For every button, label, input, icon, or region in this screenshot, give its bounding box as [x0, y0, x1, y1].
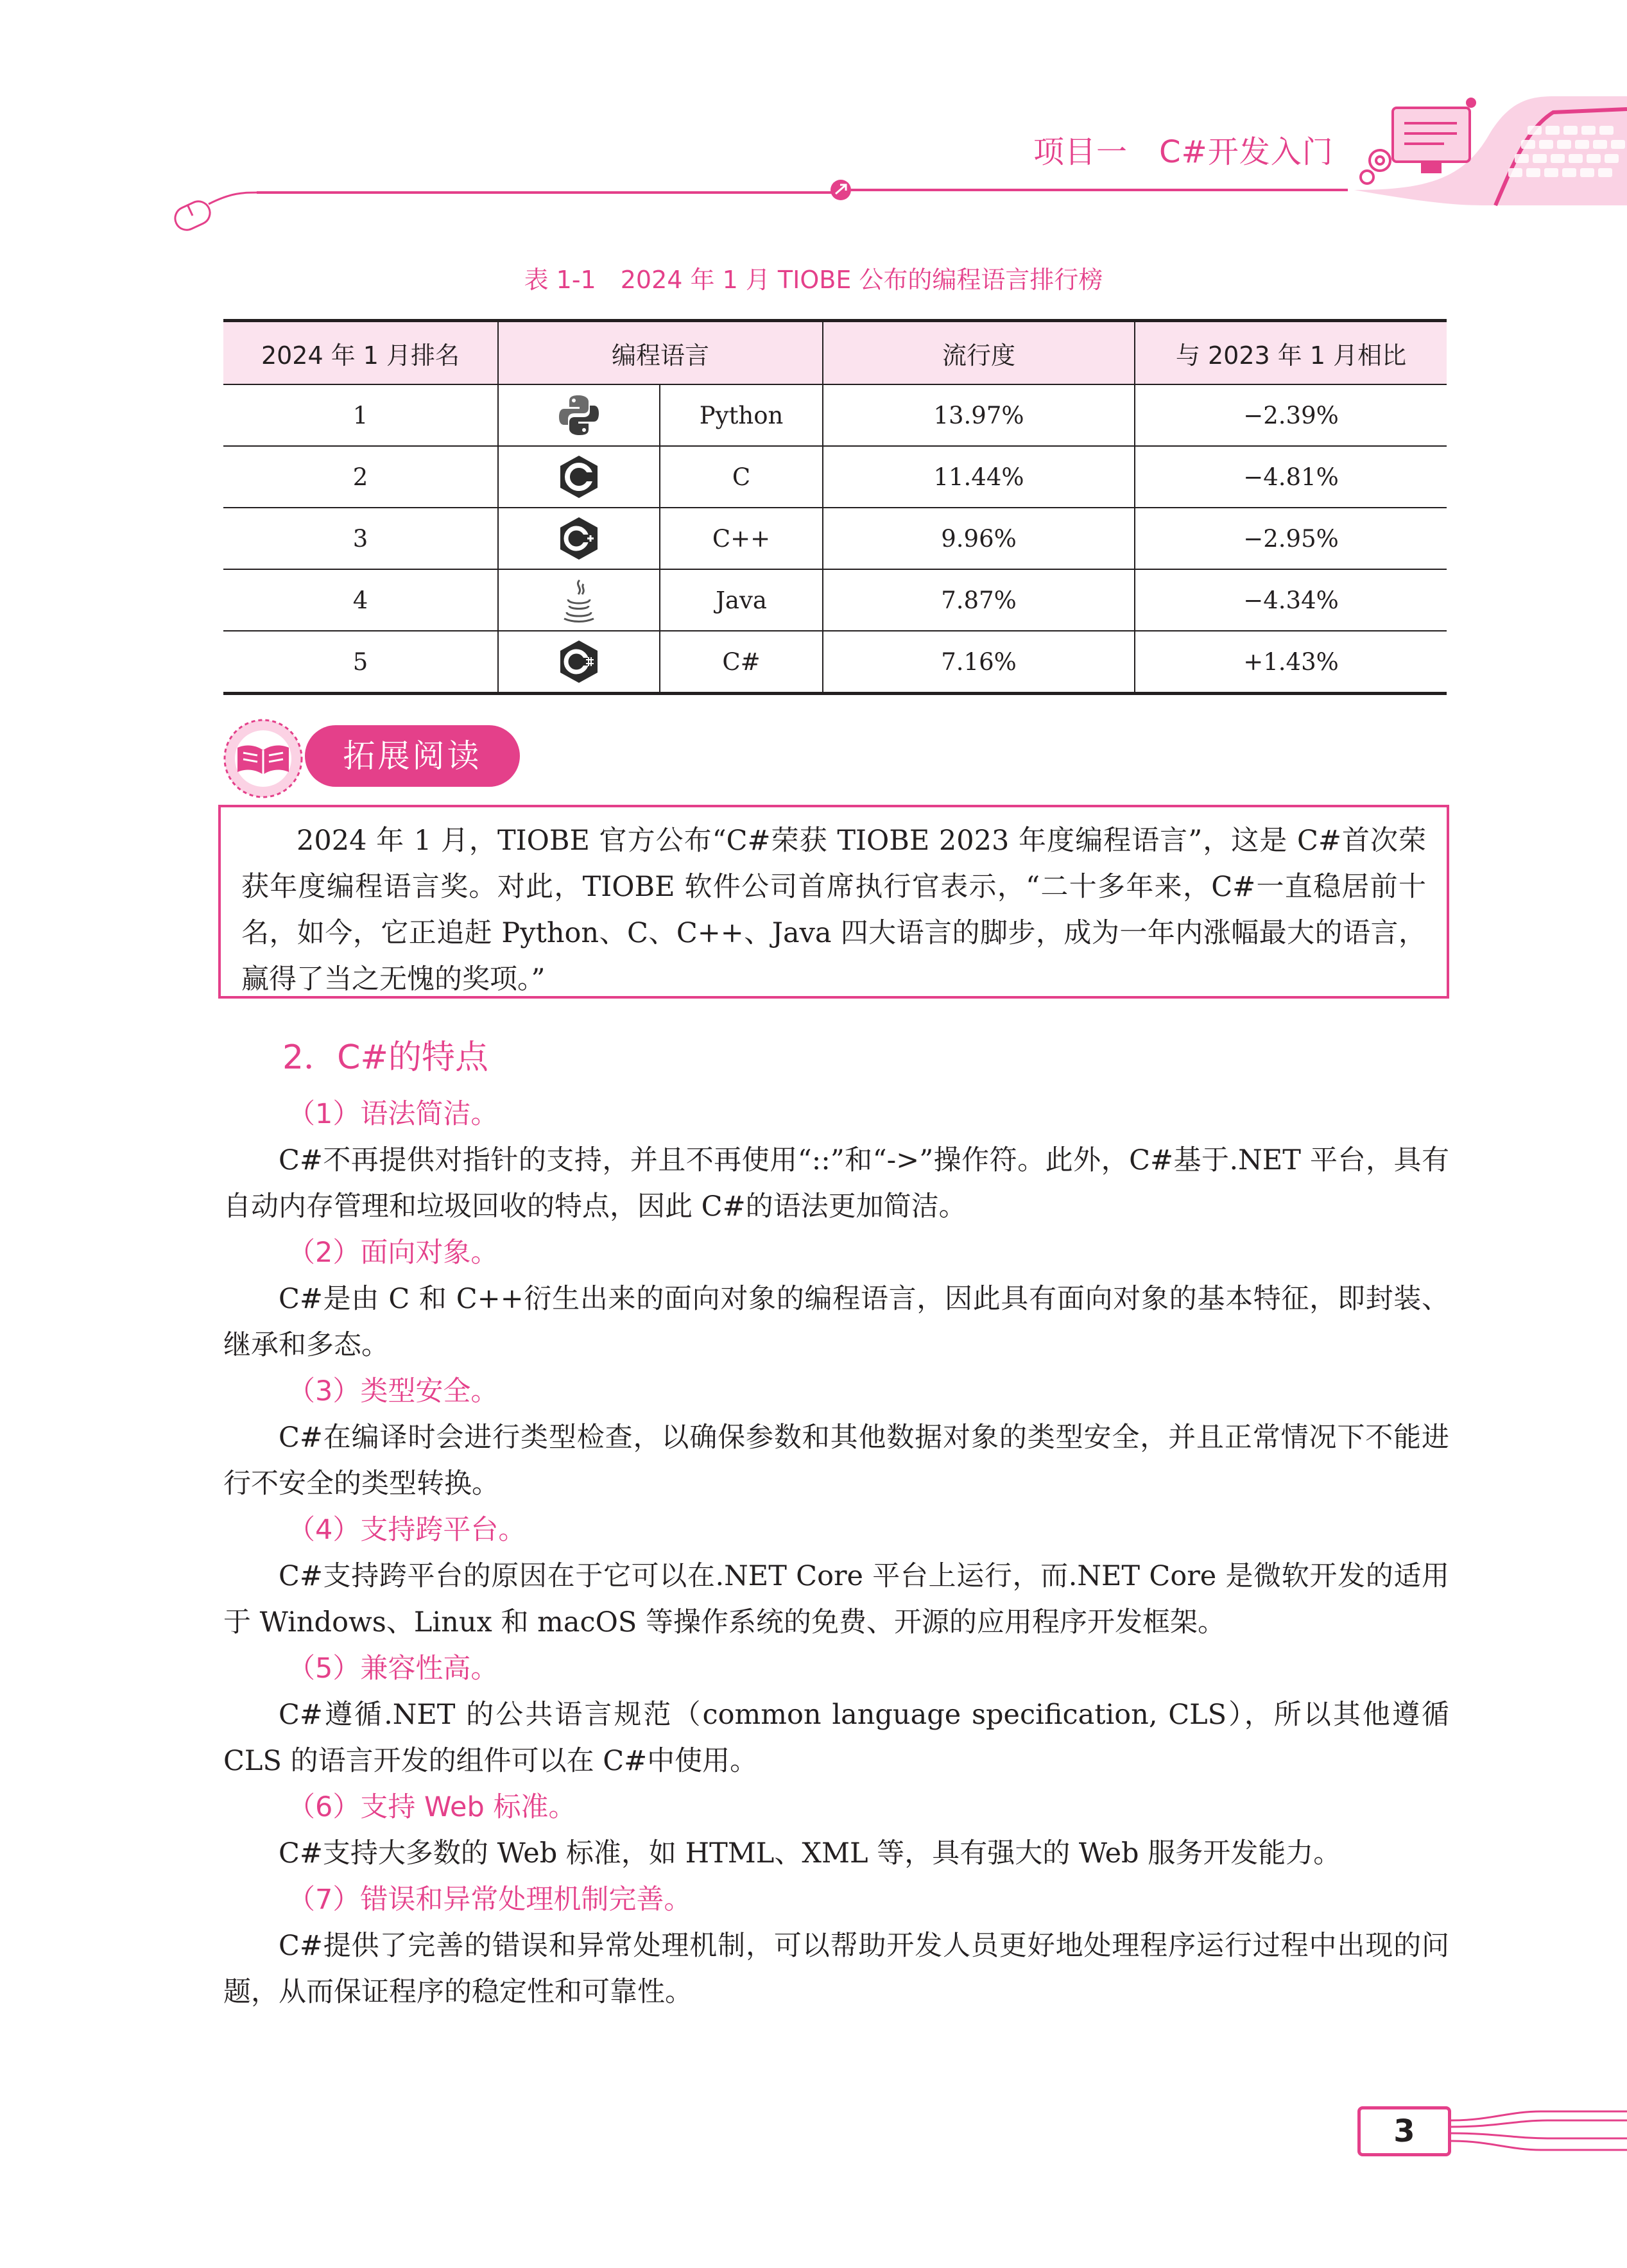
table-caption: 表 1-1 2024 年 1 月 TIOBE 公布的编程语言排行榜: [524, 266, 1103, 294]
feature-title: （6）支持 Web 标准。: [288, 1791, 576, 1823]
page-number-decoration: [1451, 2105, 1627, 2156]
feature-text: C#支持跨平台的原因在于它可以在.NET Core 平台上运行，而.NET Core 是微软开发的适用于 Windows、Linux 和 macOS 等操作系统的免费、开源的应用程序开发框架。: [223, 1560, 1449, 1638]
language-cell: Java: [660, 569, 823, 631]
running-head: 项目一 C#开发入门: [1033, 134, 1334, 170]
feature-title: （5）兼容性高。: [288, 1653, 499, 1685]
feature-title: （7）错误和异常处理机制完善。: [288, 1884, 692, 1916]
extended-reading-box: [218, 805, 1449, 999]
language-cell: C++: [660, 508, 823, 569]
feature-item: [223, 1230, 1449, 1368]
feature-item: [223, 1091, 1449, 1230]
rank-cell: 3: [223, 508, 498, 569]
feature-item: [223, 1645, 1449, 1784]
table-row: [223, 631, 1447, 694]
icon-cell: [498, 508, 660, 569]
rank-cell: 1: [223, 384, 498, 446]
section-heading: 2．C#的特点: [282, 1038, 488, 1077]
icon-cell: [498, 631, 660, 694]
feature-item: [223, 1507, 1449, 1645]
change-cell: +1.43%: [1135, 631, 1447, 694]
java-coffee-icon: [555, 576, 603, 624]
table-row: [223, 508, 1447, 569]
feature-text: C#在编译时会进行类型检查，以确保参数和其他数据对象的类型安全，并且正常情况下不能进行不安全的类型转换。: [223, 1422, 1449, 1500]
change-cell: −2.39%: [1135, 384, 1447, 446]
table-row: [223, 569, 1447, 631]
page-number: 3: [1357, 2106, 1451, 2156]
col-header-language: 编程语言: [498, 321, 823, 385]
feature-text: C#提供了完善的错误和异常处理机制，可以帮助开发人员更好地处理程序运行过程中出现的问题，从而保证程序的稳定性和可靠性。: [223, 1930, 1449, 2008]
rank-cell: 2: [223, 446, 498, 508]
feature-title: （2）面向对象。: [288, 1237, 499, 1269]
language-cell: C#: [660, 631, 823, 694]
change-cell: −4.34%: [1135, 569, 1447, 631]
language-cell: C: [660, 446, 823, 508]
popularity-cell: 13.97%: [823, 384, 1135, 446]
header-decoration: [0, 0, 1627, 257]
gear-icon: [1361, 150, 1390, 184]
feature-text: C#不再提供对指针的支持，并且不再使用“::”和“->”操作符。此外，C#基于.NET 平台，具有自动内存管理和垃圾回收的特点，因此 C#的语法更加简洁。: [223, 1144, 1449, 1223]
col-header-popularity: 流行度: [823, 321, 1135, 385]
feature-item: [223, 1877, 1449, 2015]
table-header-row: [223, 321, 1447, 385]
feature-item: [223, 1784, 1449, 1877]
feature-title: （1）语法简洁。: [288, 1098, 499, 1130]
monitor-icon: [1393, 108, 1470, 173]
feature-title: （3）类型安全。: [288, 1375, 499, 1407]
feature-text: C#支持大多数的 Web 标准，如 HTML、XML 等，具有强大的 Web 服务开发能力。: [279, 1837, 1341, 1869]
c-language-icon: [555, 453, 603, 501]
table-row: [223, 446, 1447, 508]
popularity-cell: 7.16%: [823, 631, 1135, 694]
feature-text: C#是由 C 和 C++衍生出来的面向对象的编程语言，因此具有面向对象的基本特征，即封装、继承和多态。: [223, 1283, 1449, 1361]
change-cell: −2.95%: [1135, 508, 1447, 569]
book-icon: [221, 717, 305, 800]
rank-cell: 5: [352, 648, 368, 676]
extended-reading-text: 2024 年 1 月，TIOBE 官方公布“C#荣获 TIOBE 2023 年度编程语言”，这是 C#首次荣获年度编程语言奖。对此，TIOBE 软件公司首席执行官表示，“二十多年来，C#一直稳居前十名，如今，它正追赶 Python、C、C++、Java 四大语言的脚步，成为一年内涨幅最大的语言，赢得了当之无愧的奖项。”: [241, 825, 1426, 995]
icon-cell: [498, 569, 660, 631]
popularity-cell: 9.96%: [823, 508, 1135, 569]
popularity-cell: 11.44%: [823, 446, 1135, 508]
mouse-icon: [171, 193, 257, 234]
language-ranking-table: [223, 319, 1447, 695]
cpp-language-icon: [555, 515, 603, 562]
csharp-language-icon: [555, 638, 603, 685]
rank-cell: 4: [223, 569, 498, 631]
feature-item: [223, 1368, 1449, 1507]
col-header-rank: 2024 年 1 月排名: [223, 321, 498, 385]
heart-icon: [1466, 98, 1476, 108]
feature-list: [223, 1091, 1449, 2015]
popularity-cell: 7.87%: [823, 569, 1135, 631]
language-cell: Python: [660, 384, 823, 446]
col-header-change: 与 2023 年 1 月相比: [1135, 321, 1447, 385]
icon-cell: [498, 384, 660, 446]
icon-cell: [498, 446, 660, 508]
extended-reading-badge: 拓展阅读: [305, 725, 520, 787]
python-icon: [555, 391, 603, 439]
feature-title: （4）支持跨平台。: [288, 1514, 526, 1546]
table-row: [223, 384, 1447, 446]
feature-text: C#遵循.NET 的公共语言规范（common language specification, CLS），所以其他遵循 CLS 的语言开发的组件可以在 C#中使用。: [223, 1699, 1449, 1777]
change-cell: −4.81%: [1135, 446, 1447, 508]
